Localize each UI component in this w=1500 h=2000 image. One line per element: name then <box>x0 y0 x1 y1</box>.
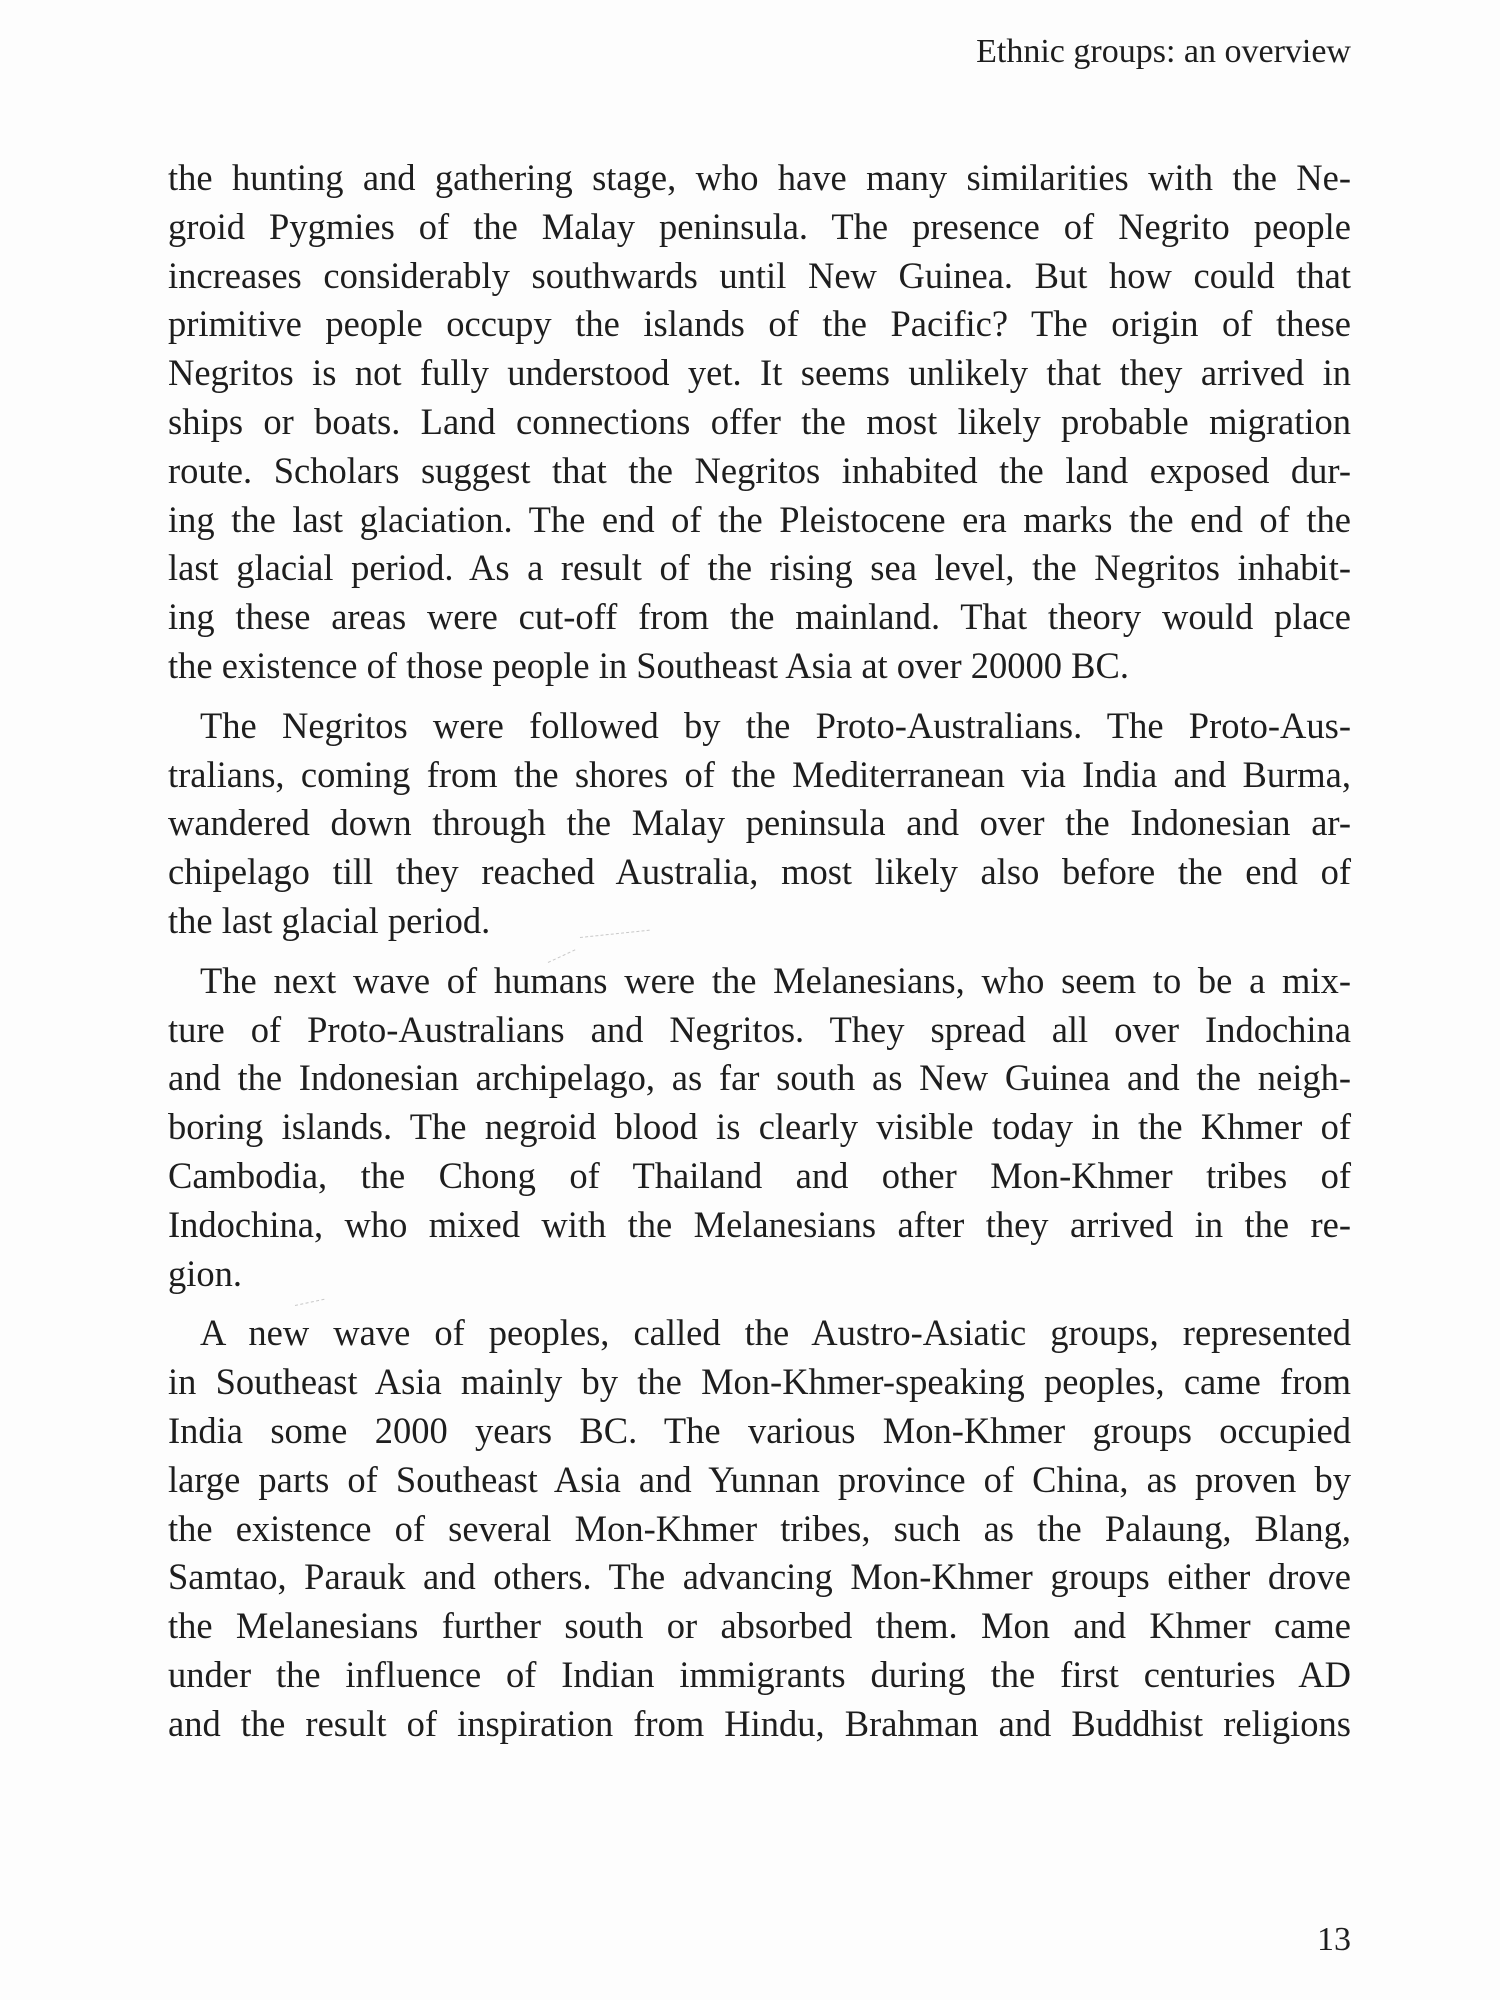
text-line: last glacial period. As a result of the rising sea level, the Negritos inhabit- <box>168 547 1351 589</box>
text-line: in Southeast Asia mainly by the Mon-Khmer-speaking peoples, came from <box>168 1361 1351 1403</box>
text-line: increases considerably southwards until New Guinea. But how could that <box>168 254 1351 296</box>
text-line: ing the last glaciation. The end of the Pleistocene era marks the end of the <box>168 498 1351 540</box>
text-line: India some 2000 years BC. The various Mon-Khmer groups occupied <box>168 1409 1351 1451</box>
text-line: large parts of Southeast Asia and Yunnan province of China, as proven by <box>168 1458 1351 1500</box>
paragraph-3 <box>168 957 1351 1299</box>
text-line: Samtao, Parauk and others. The advancing Mon-Khmer groups either drove <box>168 1556 1351 1598</box>
text-line: gion. <box>168 1252 243 1294</box>
paragraph-1 <box>168 154 1351 691</box>
text-line: primitive people occupy the islands of the Pacific? The origin of these <box>168 303 1351 345</box>
text-line: groid Pygmies of the Malay peninsula. The presence of Negrito people <box>168 205 1351 247</box>
text-line: the existence of those people in Southeast Asia at over 20000 BC. <box>168 644 1129 686</box>
text-line: ships or boats. Land connections offer the most likely probable migration <box>168 400 1351 442</box>
paragraph-4 <box>168 1309 1351 1748</box>
text-line: chipelago till they reached Australia, most likely also before the end of <box>168 851 1351 893</box>
text-line: wandered down through the Malay peninsula and over the Indonesian ar- <box>168 802 1351 844</box>
paragraph-2 <box>168 702 1351 946</box>
text-line: the Melanesians further south or absorbed them. Mon and Khmer came <box>168 1605 1351 1647</box>
body-text <box>168 154 1351 1760</box>
text-line: Negritos is not fully understood yet. It seems unlikely that they arrived in <box>168 352 1351 394</box>
text-line: the existence of several Mon-Khmer tribes, such as the Palaung, Blang, <box>168 1507 1351 1549</box>
text-line: and the result of inspiration from Hindu, Brahman and Buddhist religions <box>168 1702 1351 1744</box>
text-line: the hunting and gathering stage, who have many similarities with the Ne- <box>168 157 1351 198</box>
text-line: The next wave of humans were the Melanesians, who seem to be a mix- <box>200 959 1351 1001</box>
text-line: The Negritos were followed by the Proto-Australians. The Proto-Aus- <box>200 704 1351 746</box>
text-line: Indochina, who mixed with the Melanesians after they arrived in the re- <box>168 1203 1351 1245</box>
running-header: Ethnic groups: an overview <box>976 33 1351 70</box>
text-line: ing these areas were cut-off from the mainland. That theory would place <box>168 596 1351 638</box>
text-line: A new wave of peoples, called the Austro-Asiatic groups, represented <box>200 1312 1351 1354</box>
text-line: ture of Proto-Australians and Negritos. They spread all over Indochina <box>168 1008 1351 1050</box>
text-line: under the influence of Indian immigrants during the first centuries AD <box>168 1653 1351 1695</box>
text-line: Cambodia, the Chong of Thailand and other Mon-Khmer tribes of <box>168 1154 1351 1196</box>
text-line: boring islands. The negroid blood is clearly visible today in the Khmer of <box>168 1106 1351 1148</box>
text-line: the last glacial period. <box>168 899 491 941</box>
text-line: tralians, coming from the shores of the Mediterranean via India and Burma, <box>168 753 1351 795</box>
page-number: 13 <box>1317 1921 1351 1958</box>
text-line: route. Scholars suggest that the Negritos inhabited the land exposed dur- <box>168 449 1351 491</box>
text-line: and the Indonesian archipelago, as far south as New Guinea and the neigh- <box>168 1057 1351 1099</box>
